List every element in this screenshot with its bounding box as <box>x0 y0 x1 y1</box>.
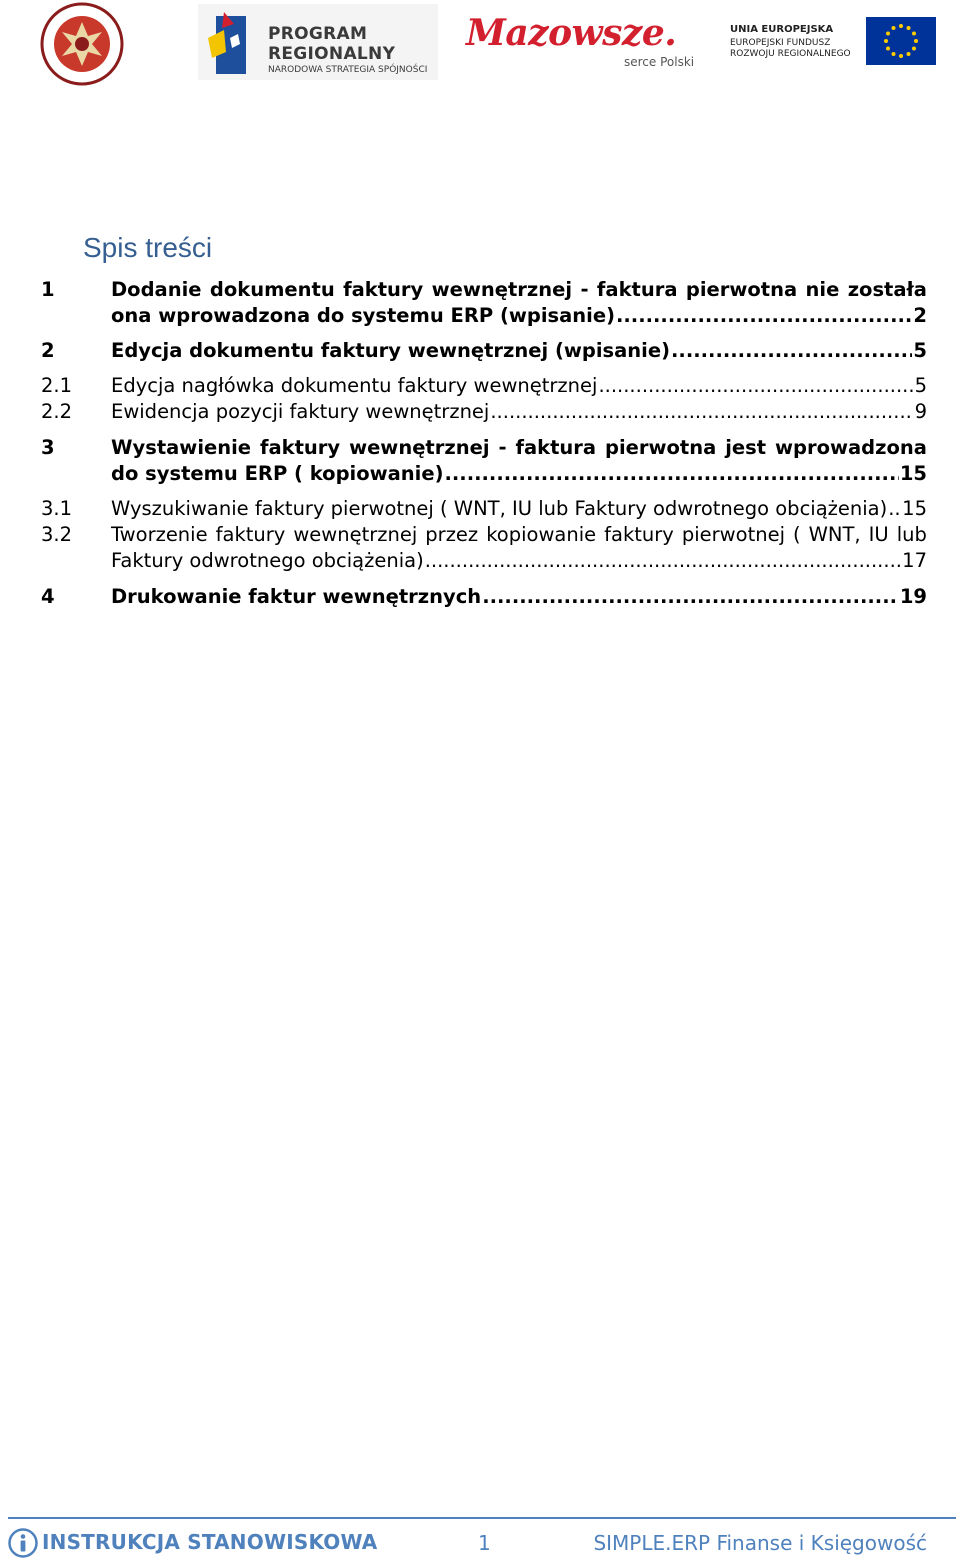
mazowsze-wordmark: Mazowsze. <box>466 12 677 54</box>
program-flag-icon <box>206 8 248 76</box>
university-seal-icon <box>38 2 126 86</box>
toc-entry-number: 1 <box>41 278 55 301</box>
toc-entry-text: Wyszukiwanie faktury pierwotnej ( WNT, IU lub Faktury odwrotnego obciążenia) <box>111 497 888 520</box>
toc-entry-number: 2.1 <box>41 374 73 397</box>
toc-entry-text: Ewidencja pozycji faktury wewnętrznej <box>111 400 490 423</box>
toc-entry-text: ona wprowadzona do systemu ERP (wpisanie) <box>111 304 615 327</box>
toc-entry-line <box>111 496 927 522</box>
toc-entry-line: Wystawienie faktury wewnętrznej - faktura pierwotna jest wprowadzona <box>111 436 927 459</box>
program-line-2: REGIONALNY <box>268 44 396 64</box>
toc-entry[interactable] <box>41 399 927 425</box>
program-line-3: NARODOWA STRATEGIA SPÓJNOŚCI <box>268 65 428 75</box>
toc-entry[interactable] <box>41 373 927 399</box>
toc-entry-line <box>111 584 927 610</box>
eu-logo <box>730 10 945 70</box>
toc-page-number: 5 <box>913 339 927 362</box>
eu-line-3: ROZWOJU REGIONALNEGO <box>730 49 851 59</box>
info-icon <box>8 1528 38 1558</box>
toc-entry-line <box>111 548 927 574</box>
footer-product-name: SIMPLE.ERP Finanse i Księgowość <box>593 1531 927 1555</box>
toc-entry-line: Dodanie dokumentu faktury wewnętrznej - faktura pierwotna nie została <box>111 278 927 301</box>
toc-page-number: 9 <box>914 400 927 423</box>
toc-entry-line <box>111 338 927 364</box>
toc-page-number: 2 <box>913 304 927 327</box>
toc-title: Spis treści <box>83 232 213 263</box>
footer-doc-type: INSTRUKCJA STANOWISKOWA <box>42 1530 378 1554</box>
toc-entry-number: 3.2 <box>41 523 73 546</box>
toc-entry-line: Tworzenie faktury wewnętrznej przez kopiowanie faktury pierwotnej ( WNT, IU lub <box>111 523 927 546</box>
toc-entry[interactable] <box>41 496 927 522</box>
toc-leader <box>888 496 901 522</box>
toc-entry-text: Drukowanie faktur wewnętrznych <box>111 585 482 608</box>
toc-entry-number: 3.1 <box>41 497 73 520</box>
toc-leader <box>482 584 899 610</box>
program-line-1: PROGRAM <box>268 24 368 44</box>
toc-entry-line <box>111 399 927 425</box>
mazowsze-logo <box>460 4 710 76</box>
toc-entry-line <box>111 373 927 399</box>
toc-entry[interactable] <box>41 435 927 487</box>
header-logos <box>38 0 948 86</box>
footer-page-number: 1 <box>478 1531 491 1555</box>
toc-entry-text: Faktury odwrotnego obciążenia) <box>111 549 424 572</box>
mazowsze-tagline: serce Polski <box>624 55 695 69</box>
toc-entry-text: do systemu ERP ( kopiowanie) <box>111 462 444 485</box>
toc-page-number: 15 <box>899 462 927 485</box>
toc-page-number: 19 <box>899 585 927 608</box>
toc-leader <box>425 548 901 574</box>
toc-entry-text: Edycja dokumentu faktury wewnętrznej (wpisanie) <box>111 339 671 362</box>
toc-entry[interactable] <box>41 584 927 610</box>
toc-page-number: 15 <box>902 497 927 520</box>
toc-entry-line <box>111 461 927 487</box>
toc-leader <box>598 373 913 399</box>
toc-entry[interactable] <box>41 277 927 329</box>
toc-leader <box>490 399 913 425</box>
eu-flag-icon <box>866 17 936 65</box>
toc-entry[interactable] <box>41 338 927 364</box>
footer-rule <box>8 1517 956 1519</box>
toc-page-number: 5 <box>914 374 927 397</box>
toc-page-number: 17 <box>902 549 927 572</box>
toc-leader <box>616 303 912 329</box>
toc-entry-number: 3 <box>41 436 55 459</box>
toc-leader <box>444 461 898 487</box>
toc-entry-text: Edycja nagłówka dokumentu faktury wewnętrznej <box>111 374 598 397</box>
toc-entry[interactable] <box>41 522 927 574</box>
toc-entry-number: 2.2 <box>41 400 73 423</box>
toc-entry-number: 2 <box>41 339 55 362</box>
eu-line-1: UNIA EUROPEJSKA <box>730 24 834 35</box>
toc-leader <box>671 338 912 364</box>
eu-line-2: EUROPEJSKI FUNDUSZ <box>730 38 831 48</box>
toc-entry-line <box>111 303 927 329</box>
toc-entry-number: 4 <box>41 585 55 608</box>
program-regionalny-logo <box>198 4 438 80</box>
